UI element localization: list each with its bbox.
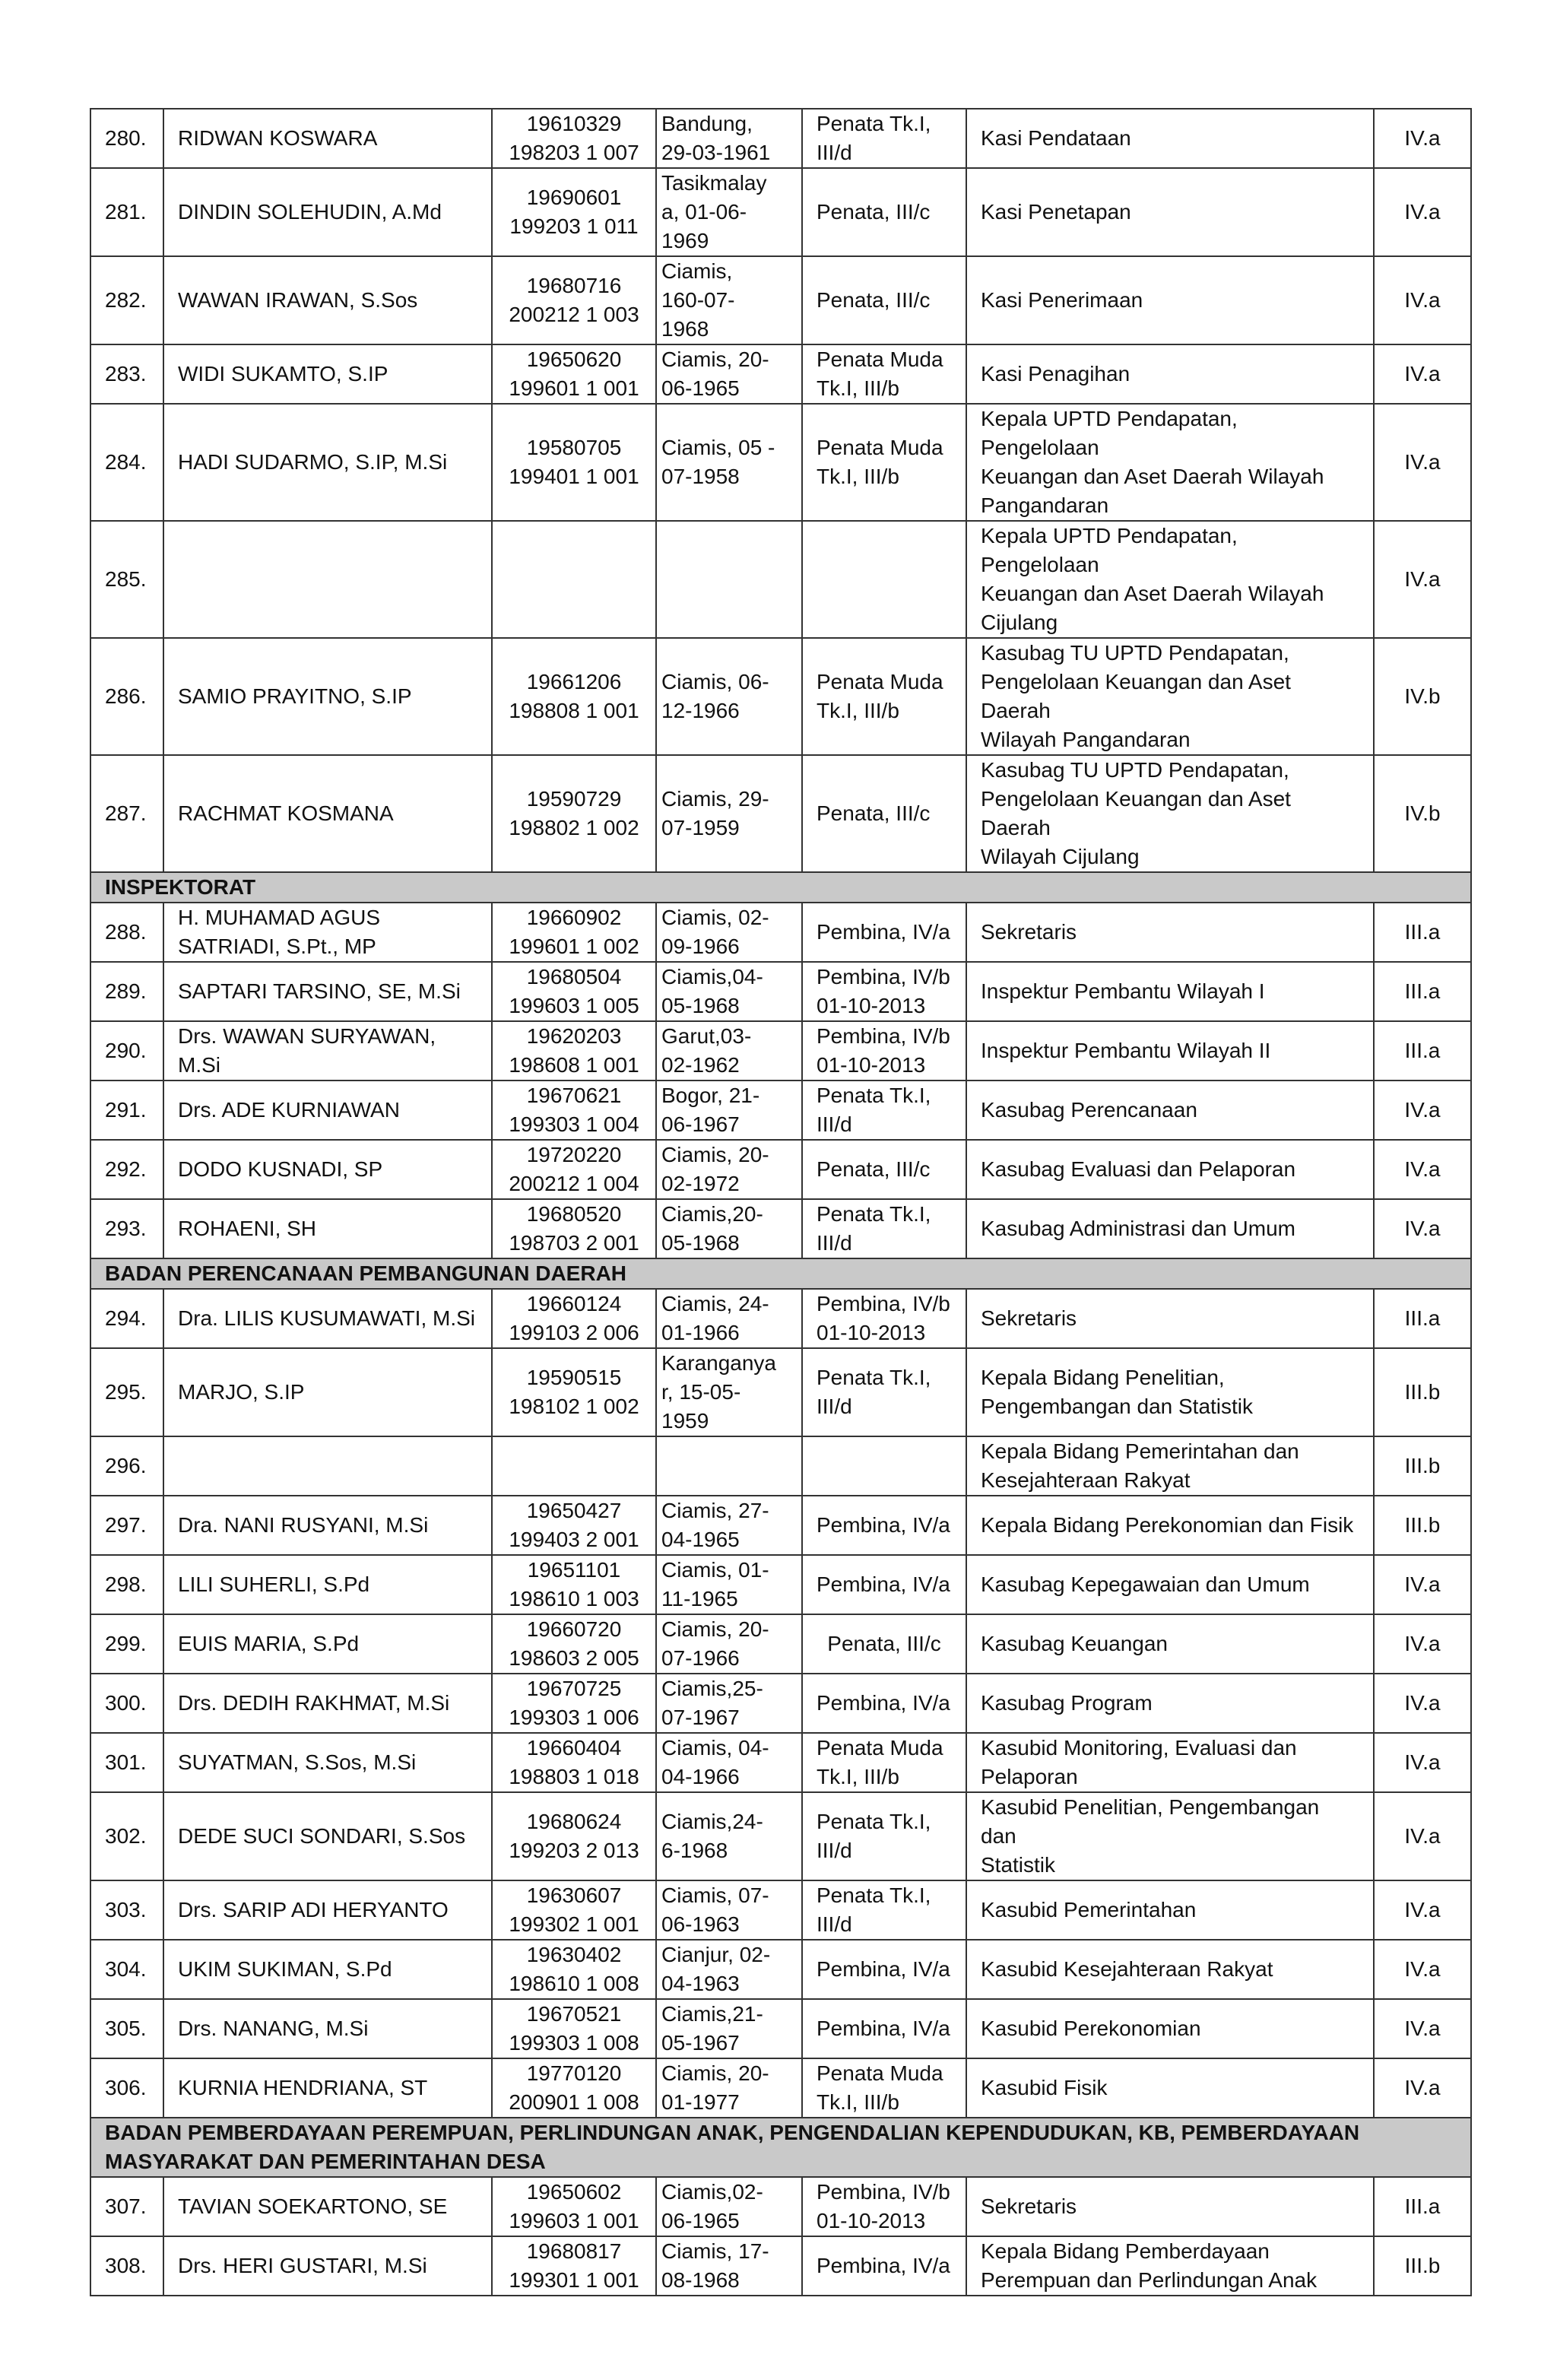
- birth-place-date: Garut,03- 02-1962: [656, 1021, 802, 1081]
- employee-nip: [492, 1436, 656, 1496]
- row-number: 283.: [90, 344, 163, 404]
- employee-name: WAWAN IRAWAN, S.Sos: [163, 256, 492, 344]
- employee-name: DEDE SUCI SONDARI, S.Sos: [163, 1792, 492, 1880]
- employee-name: SAPTARI TARSINO, SE, M.Si: [163, 962, 492, 1021]
- table-body: [90, 109, 1471, 2296]
- rank-grade: [802, 1436, 966, 1496]
- birth-place-date: Ciamis, 02- 09-1966: [656, 903, 802, 962]
- employee-name: [163, 521, 492, 638]
- personnel-table: [90, 108, 1472, 2296]
- position-title: Kasubag Program: [966, 1674, 1374, 1733]
- position-title: Kasubag Keuangan: [966, 1614, 1374, 1674]
- employee-nip: 19680624 199203 2 013: [492, 1792, 656, 1880]
- position-title: Kasubid Pemerintahan: [966, 1880, 1374, 1940]
- birth-place-date: Ciamis,20- 05-1968: [656, 1199, 802, 1258]
- echelon: III.a: [1374, 1289, 1471, 1348]
- birth-place-date: Ciamis, 04- 04-1966: [656, 1733, 802, 1792]
- position-title: Sekretaris: [966, 1289, 1374, 1348]
- table-row: [90, 755, 1471, 872]
- employee-nip: 19670621 199303 1 004: [492, 1081, 656, 1140]
- rank-grade: Pembina, IV/a: [802, 903, 966, 962]
- rank-grade: Penata Tk.I, III/d: [802, 1199, 966, 1258]
- position-title: Kasubag Kepegawaian dan Umum: [966, 1555, 1374, 1614]
- birth-place-date: Ciamis,21- 05-1967: [656, 1999, 802, 2058]
- rank-grade: Penata, III/c: [802, 1614, 966, 1674]
- employee-nip: 19660124 199103 2 006: [492, 1289, 656, 1348]
- position-title: Kasubag Administrasi dan Umum: [966, 1199, 1374, 1258]
- rank-grade: Penata, III/c: [802, 755, 966, 872]
- employee-nip: 19770120 200901 1 008: [492, 2058, 656, 2118]
- row-number: 287.: [90, 755, 163, 872]
- echelon: IV.a: [1374, 1940, 1471, 1999]
- employee-nip: 19660404 198803 1 018: [492, 1733, 656, 1792]
- table-row: [90, 1436, 1471, 1496]
- echelon: IV.a: [1374, 256, 1471, 344]
- echelon: IV.a: [1374, 1614, 1471, 1674]
- table-row: [90, 1289, 1471, 1348]
- table-row: [90, 2058, 1471, 2118]
- position-title: Kepala UPTD Pendapatan, Pengelolaan Keuangan dan Aset Daerah Wilayah Cijulang: [966, 521, 1374, 638]
- row-number: 293.: [90, 1199, 163, 1258]
- employee-name: Drs. ADE KURNIAWAN: [163, 1081, 492, 1140]
- rank-grade: Pembina, IV/b 01-10-2013: [802, 962, 966, 1021]
- echelon: III.b: [1374, 2236, 1471, 2296]
- employee-nip: 19580705 199401 1 001: [492, 404, 656, 521]
- birth-place-date: Bandung, 29-03-1961: [656, 109, 802, 168]
- position-title: Sekretaris: [966, 2177, 1374, 2236]
- row-number: 307.: [90, 2177, 163, 2236]
- row-number: 300.: [90, 1674, 163, 1733]
- table-row: [90, 962, 1471, 1021]
- employee-name: SUYATMAN, S.Sos, M.Si: [163, 1733, 492, 1792]
- position-title: Inspektur Pembantu Wilayah II: [966, 1021, 1374, 1081]
- position-title: Kasi Pendataan: [966, 109, 1374, 168]
- table-row: [90, 1496, 1471, 1555]
- employee-name: DINDIN SOLEHUDIN, A.Md: [163, 168, 492, 256]
- table-row: [90, 109, 1471, 168]
- employee-nip: [492, 521, 656, 638]
- employee-nip: 19650620 199601 1 001: [492, 344, 656, 404]
- employee-nip: 19620203 198608 1 001: [492, 1021, 656, 1081]
- rank-grade: Pembina, IV/b 01-10-2013: [802, 1289, 966, 1348]
- position-title: Kasi Penagihan: [966, 344, 1374, 404]
- birth-place-date: Ciamis, 20- 07-1966: [656, 1614, 802, 1674]
- table-row: [90, 1733, 1471, 1792]
- birth-place-date: Ciamis,04- 05-1968: [656, 962, 802, 1021]
- employee-name: WIDI SUKAMTO, S.IP: [163, 344, 492, 404]
- table-row: [90, 1021, 1471, 1081]
- row-number: 285.: [90, 521, 163, 638]
- table-row: [90, 1792, 1471, 1880]
- echelon: III.b: [1374, 1436, 1471, 1496]
- birth-place-date: Ciamis, 05 - 07-1958: [656, 404, 802, 521]
- echelon: IV.a: [1374, 521, 1471, 638]
- birth-place-date: Ciamis, 17- 08-1968: [656, 2236, 802, 2296]
- echelon: III.b: [1374, 1348, 1471, 1436]
- position-title: Kepala Bidang Perekonomian dan Fisik: [966, 1496, 1374, 1555]
- table-row: [90, 2177, 1471, 2236]
- echelon: IV.a: [1374, 2058, 1471, 2118]
- section-title: BADAN PEMBERDAYAAN PEREMPUAN, PERLINDUNGAN ANAK, PENGENDALIAN KEPENDUDUKAN, KB, PEMBERDAYAAN MASYARAKAT DAN PEMERINTAHAN DESA: [90, 2118, 1471, 2177]
- echelon: IV.a: [1374, 1880, 1471, 1940]
- employee-nip: 19680504 199603 1 005: [492, 962, 656, 1021]
- echelon: IV.a: [1374, 168, 1471, 256]
- employee-nip: 19651101 198610 1 003: [492, 1555, 656, 1614]
- echelon: IV.a: [1374, 1081, 1471, 1140]
- birth-place-date: Ciamis,24- 6-1968: [656, 1792, 802, 1880]
- employee-name: Drs. DEDIH RAKHMAT, M.Si: [163, 1674, 492, 1733]
- row-number: 298.: [90, 1555, 163, 1614]
- employee-name: H. MUHAMAD AGUS SATRIADI, S.Pt., MP: [163, 903, 492, 962]
- employee-nip: 19660720 198603 2 005: [492, 1614, 656, 1674]
- employee-name: SAMIO PRAYITNO, S.IP: [163, 638, 492, 755]
- position-title: Kasubag TU UPTD Pendapatan, Pengelolaan Keuangan dan Aset Daerah Wilayah Cijulang: [966, 755, 1374, 872]
- table-row: [90, 1348, 1471, 1436]
- row-number: 308.: [90, 2236, 163, 2296]
- position-title: Inspektur Pembantu Wilayah I: [966, 962, 1374, 1021]
- row-number: 288.: [90, 903, 163, 962]
- position-title: Kasi Penerimaan: [966, 256, 1374, 344]
- birth-place-date: Ciamis,02- 06-1965: [656, 2177, 802, 2236]
- echelon: III.a: [1374, 962, 1471, 1021]
- row-number: 282.: [90, 256, 163, 344]
- row-number: 284.: [90, 404, 163, 521]
- rank-grade: Pembina, IV/a: [802, 1496, 966, 1555]
- birth-place-date: Ciamis, 27- 04-1965: [656, 1496, 802, 1555]
- echelon: IV.b: [1374, 638, 1471, 755]
- employee-nip: 19650602 199603 1 001: [492, 2177, 656, 2236]
- echelon: IV.a: [1374, 1140, 1471, 1199]
- echelon: III.b: [1374, 1496, 1471, 1555]
- table-row: [90, 1614, 1471, 1674]
- employee-name: TAVIAN SOEKARTONO, SE: [163, 2177, 492, 2236]
- position-title: Kasubid Fisik: [966, 2058, 1374, 2118]
- echelon: IV.a: [1374, 1733, 1471, 1792]
- rank-grade: Penata Tk.I, III/d: [802, 1348, 966, 1436]
- table-row: [90, 1555, 1471, 1614]
- rank-grade: Penata Tk.I, III/d: [802, 1792, 966, 1880]
- position-title: Sekretaris: [966, 903, 1374, 962]
- birth-place-date: Ciamis, 01- 11-1965: [656, 1555, 802, 1614]
- rank-grade: [802, 521, 966, 638]
- employee-nip: 19680817 199301 1 001: [492, 2236, 656, 2296]
- employee-name: Dra. LILIS KUSUMAWATI, M.Si: [163, 1289, 492, 1348]
- employee-name: Dra. NANI RUSYANI, M.Si: [163, 1496, 492, 1555]
- row-number: 295.: [90, 1348, 163, 1436]
- position-title: Kepala Bidang Penelitian, Pengembangan dan Statistik: [966, 1348, 1374, 1436]
- row-number: 306.: [90, 2058, 163, 2118]
- echelon: III.a: [1374, 903, 1471, 962]
- employee-nip: 19680520 198703 2 001: [492, 1199, 656, 1258]
- rank-grade: Penata Muda Tk.I, III/b: [802, 638, 966, 755]
- employee-name: Drs. WAWAN SURYAWAN, M.Si: [163, 1021, 492, 1081]
- birth-place-date: Cianjur, 02- 04-1963: [656, 1940, 802, 1999]
- echelon: IV.a: [1374, 1555, 1471, 1614]
- rank-grade: Pembina, IV/a: [802, 1940, 966, 1999]
- employee-nip: 19680716 200212 1 003: [492, 256, 656, 344]
- echelon: III.a: [1374, 1021, 1471, 1081]
- employee-name: DODO KUSNADI, SP: [163, 1140, 492, 1199]
- birth-place-date: Karanganya r, 15-05- 1959: [656, 1348, 802, 1436]
- employee-name: LILI SUHERLI, S.Pd: [163, 1555, 492, 1614]
- employee-nip: 19650427 199403 2 001: [492, 1496, 656, 1555]
- employee-nip: 19590729 198802 1 002: [492, 755, 656, 872]
- section-header-row: [90, 872, 1471, 903]
- employee-nip: 19660902 199601 1 002: [492, 903, 656, 962]
- row-number: 290.: [90, 1021, 163, 1081]
- rank-grade: Penata Muda Tk.I, III/b: [802, 1733, 966, 1792]
- rank-grade: Pembina, IV/a: [802, 1674, 966, 1733]
- rank-grade: Pembina, IV/b 01-10-2013: [802, 1021, 966, 1081]
- employee-nip: 19690601 199203 1 011: [492, 168, 656, 256]
- position-title: Kasubid Monitoring, Evaluasi dan Pelaporan: [966, 1733, 1374, 1792]
- row-number: 280.: [90, 109, 163, 168]
- rank-grade: Penata Tk.I, III/d: [802, 1081, 966, 1140]
- table-row: [90, 2236, 1471, 2296]
- rank-grade: Penata, III/c: [802, 168, 966, 256]
- echelon: IV.a: [1374, 1199, 1471, 1258]
- table-row: [90, 1940, 1471, 1999]
- rank-grade: Pembina, IV/a: [802, 1555, 966, 1614]
- row-number: 286.: [90, 638, 163, 755]
- rank-grade: Penata Muda Tk.I, III/b: [802, 344, 966, 404]
- section-title: INSPEKTORAT: [90, 872, 1471, 903]
- echelon: III.a: [1374, 2177, 1471, 2236]
- birth-place-date: Ciamis, 20- 01-1977: [656, 2058, 802, 2118]
- birth-place-date: [656, 1436, 802, 1496]
- section-header-row: [90, 2118, 1471, 2177]
- row-number: 303.: [90, 1880, 163, 1940]
- row-number: 296.: [90, 1436, 163, 1496]
- employee-nip: 19670521 199303 1 008: [492, 1999, 656, 2058]
- row-number: 294.: [90, 1289, 163, 1348]
- table-row: [90, 404, 1471, 521]
- birth-place-date: Bogor, 21- 06-1967: [656, 1081, 802, 1140]
- position-title: Kasubag Evaluasi dan Pelaporan: [966, 1140, 1374, 1199]
- table-row: [90, 521, 1471, 638]
- employee-name: KURNIA HENDRIANA, ST: [163, 2058, 492, 2118]
- row-number: 292.: [90, 1140, 163, 1199]
- position-title: Kasubid Kesejahteraan Rakyat: [966, 1940, 1374, 1999]
- rank-grade: Pembina, IV/a: [802, 1999, 966, 2058]
- employee-nip: 19661206 198808 1 001: [492, 638, 656, 755]
- rank-grade: Pembina, IV/b 01-10-2013: [802, 2177, 966, 2236]
- section-title: BADAN PERENCANAAN PEMBANGUNAN DAERAH: [90, 1258, 1471, 1289]
- table-row: [90, 903, 1471, 962]
- birth-place-date: Tasikmalay a, 01-06- 1969: [656, 168, 802, 256]
- birth-place-date: Ciamis, 20- 06-1965: [656, 344, 802, 404]
- table-row: [90, 1140, 1471, 1199]
- echelon: IV.a: [1374, 1999, 1471, 2058]
- row-number: 299.: [90, 1614, 163, 1674]
- echelon: IV.b: [1374, 755, 1471, 872]
- employee-nip: 19670725 199303 1 006: [492, 1674, 656, 1733]
- employee-name: RIDWAN KOSWARA: [163, 109, 492, 168]
- birth-place-date: Ciamis,25- 07-1967: [656, 1674, 802, 1733]
- employee-nip: 19590515 198102 1 002: [492, 1348, 656, 1436]
- position-title: Kasubid Penelitian, Pengembangan dan Statistik: [966, 1792, 1374, 1880]
- table-row: [90, 1199, 1471, 1258]
- employee-name: Drs. SARIP ADI HERYANTO: [163, 1880, 492, 1940]
- section-header-row: [90, 1258, 1471, 1289]
- table-row: [90, 638, 1471, 755]
- birth-place-date: Ciamis, 29- 07-1959: [656, 755, 802, 872]
- employee-name: Drs. NANANG, M.Si: [163, 1999, 492, 2058]
- table-row: [90, 168, 1471, 256]
- position-title: Kasubag TU UPTD Pendapatan, Pengelolaan Keuangan dan Aset Daerah Wilayah Pangandaran: [966, 638, 1374, 755]
- employee-name: [163, 1436, 492, 1496]
- employee-name: UKIM SUKIMAN, S.Pd: [163, 1940, 492, 1999]
- position-title: Kepala Bidang Pemerintahan dan Kesejahteraan Rakyat: [966, 1436, 1374, 1496]
- row-number: 305.: [90, 1999, 163, 2058]
- birth-place-date: Ciamis, 24- 01-1966: [656, 1289, 802, 1348]
- birth-place-date: Ciamis, 06- 12-1966: [656, 638, 802, 755]
- row-number: 304.: [90, 1940, 163, 1999]
- table-row: [90, 256, 1471, 344]
- employee-nip: 19630607 199302 1 001: [492, 1880, 656, 1940]
- row-number: 301.: [90, 1733, 163, 1792]
- row-number: 281.: [90, 168, 163, 256]
- birth-place-date: Ciamis, 07- 06-1963: [656, 1880, 802, 1940]
- rank-grade: Penata Muda Tk.I, III/b: [802, 2058, 966, 2118]
- birth-place-date: Ciamis, 20- 02-1972: [656, 1140, 802, 1199]
- echelon: IV.a: [1374, 1674, 1471, 1733]
- row-number: 291.: [90, 1081, 163, 1140]
- employee-name: EUIS MARIA, S.Pd: [163, 1614, 492, 1674]
- employee-name: MARJO, S.IP: [163, 1348, 492, 1436]
- position-title: Kepala Bidang Pemberdayaan Perempuan dan Perlindungan Anak: [966, 2236, 1374, 2296]
- rank-grade: Penata Muda Tk.I, III/b: [802, 404, 966, 521]
- echelon: IV.a: [1374, 404, 1471, 521]
- echelon: IV.a: [1374, 109, 1471, 168]
- rank-grade: Pembina, IV/a: [802, 2236, 966, 2296]
- table-row: [90, 1674, 1471, 1733]
- table-row: [90, 1081, 1471, 1140]
- employee-nip: 19630402 198610 1 008: [492, 1940, 656, 1999]
- employee-name: RACHMAT KOSMANA: [163, 755, 492, 872]
- row-number: 289.: [90, 962, 163, 1021]
- birth-place-date: Ciamis, 160-07- 1968: [656, 256, 802, 344]
- position-title: Kasi Penetapan: [966, 168, 1374, 256]
- row-number: 302.: [90, 1792, 163, 1880]
- echelon: IV.a: [1374, 1792, 1471, 1880]
- row-number: 297.: [90, 1496, 163, 1555]
- employee-name: HADI SUDARMO, S.IP, M.Si: [163, 404, 492, 521]
- rank-grade: Penata, III/c: [802, 256, 966, 344]
- position-title: Kasubag Perencanaan: [966, 1081, 1374, 1140]
- rank-grade: Penata, III/c: [802, 1140, 966, 1199]
- position-title: Kasubid Perekonomian: [966, 1999, 1374, 2058]
- employee-name: Drs. HERI GUSTARI, M.Si: [163, 2236, 492, 2296]
- table-row: [90, 1880, 1471, 1940]
- echelon: IV.a: [1374, 344, 1471, 404]
- employee-nip: 19610329 198203 1 007: [492, 109, 656, 168]
- employee-name: ROHAENI, SH: [163, 1199, 492, 1258]
- rank-grade: Penata Tk.I, III/d: [802, 1880, 966, 1940]
- employee-nip: 19720220 200212 1 004: [492, 1140, 656, 1199]
- table-row: [90, 344, 1471, 404]
- position-title: Kepala UPTD Pendapatan, Pengelolaan Keuangan dan Aset Daerah Wilayah Pangandaran: [966, 404, 1374, 521]
- table-row: [90, 1999, 1471, 2058]
- rank-grade: Penata Tk.I, III/d: [802, 109, 966, 168]
- birth-place-date: [656, 521, 802, 638]
